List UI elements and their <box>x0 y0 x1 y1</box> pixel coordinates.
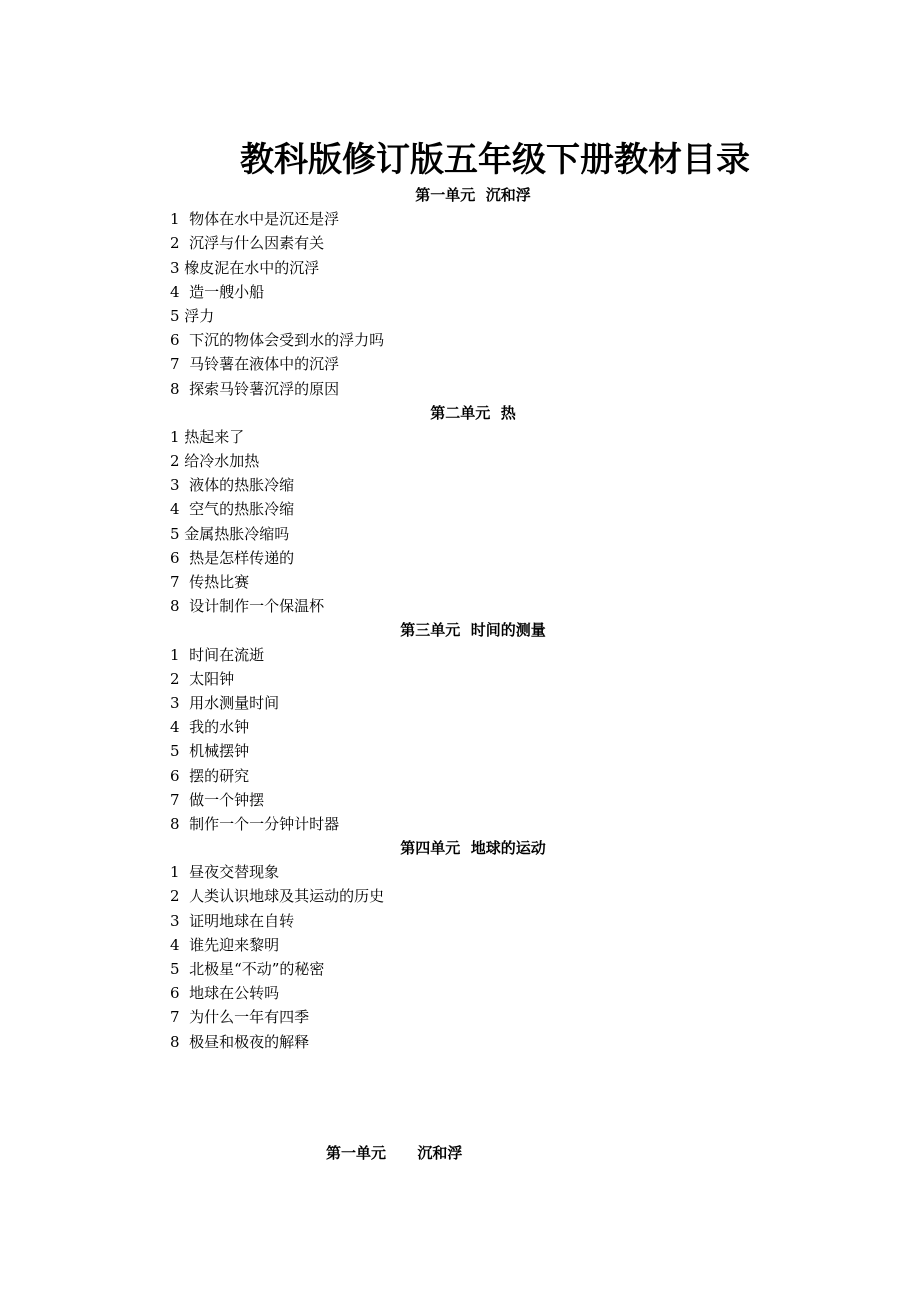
lesson-item: 1 昼夜交替现象 <box>170 863 280 882</box>
lesson-item: 2 人类认识地球及其运动的历史 <box>170 887 385 906</box>
lesson-item: 4 我的水钟 <box>170 718 250 737</box>
lesson-item: 6 下沉的物体会受到水的浮力吗 <box>170 331 385 350</box>
lesson-item: 6 地球在公转吗 <box>170 984 280 1003</box>
table-of-contents <box>170 183 780 1054</box>
unit-heading: 第三单元 时间的测量 <box>400 621 546 640</box>
lesson-item: 1 热起来了 <box>170 427 245 446</box>
lesson-item: 1 时间在流逝 <box>170 645 265 664</box>
unit-4 <box>170 836 780 1054</box>
unit-2 <box>170 401 780 619</box>
lesson-item: 8 设计制作一个保温杯 <box>170 597 325 616</box>
lesson-item: 5 北极星“不动”的秘密 <box>170 960 325 978</box>
lesson-item: 5 浮力 <box>170 306 215 325</box>
lesson-item: 2 太阳钟 <box>170 669 235 688</box>
unit-heading: 第一单元 沉和浮 <box>415 186 531 204</box>
lesson-item: 7 马铃薯在液体中的沉浮 <box>170 355 340 374</box>
lesson-item: 8 探索马铃薯沉浮的原因 <box>170 379 340 398</box>
section-heading: 第一单元 沉和浮 <box>326 1144 463 1162</box>
unit-3 <box>170 618 780 836</box>
lesson-item: 7 传热比赛 <box>170 573 250 591</box>
unit-heading: 第二单元 热 <box>430 403 516 422</box>
lesson-item: 8 制作一个一分钟计时器 <box>170 814 340 833</box>
lesson-item: 4 谁先迎来黎明 <box>170 935 280 954</box>
unit-1 <box>170 183 780 401</box>
lesson-item: 4 空气的热胀冷缩 <box>170 500 295 519</box>
lesson-item: 4 造一艘小船 <box>170 282 265 301</box>
lesson-item: 3 液体的热胀冷缩 <box>170 476 295 495</box>
lesson-item: 3 橡皮泥在水中的沉浮 <box>170 258 320 277</box>
lesson-item: 1 物体在水中是沉还是浮 <box>170 210 340 229</box>
unit-heading: 第四单元 地球的运动 <box>400 839 546 858</box>
lesson-item: 5 机械摆钟 <box>170 742 250 761</box>
lesson-item: 8 极昼和极夜的解释 <box>170 1032 310 1051</box>
lesson-item: 6 摆的研究 <box>170 766 250 785</box>
lesson-item: 3 用水测量时间 <box>170 693 280 712</box>
lesson-item: 6 热是怎样传递的 <box>170 548 295 567</box>
page-title: 教科版修订版五年级下册教材目录 <box>240 139 750 180</box>
lesson-item: 7 为什么一年有四季 <box>170 1008 310 1027</box>
lesson-item: 2 给冷水加热 <box>170 452 260 471</box>
lesson-item: 2 沉浮与什么因素有关 <box>170 234 325 253</box>
lesson-item: 5 金属热胀冷缩吗 <box>170 524 290 543</box>
lesson-item: 3 证明地球在自转 <box>170 911 295 930</box>
lesson-item: 7 做一个钟摆 <box>170 790 265 809</box>
